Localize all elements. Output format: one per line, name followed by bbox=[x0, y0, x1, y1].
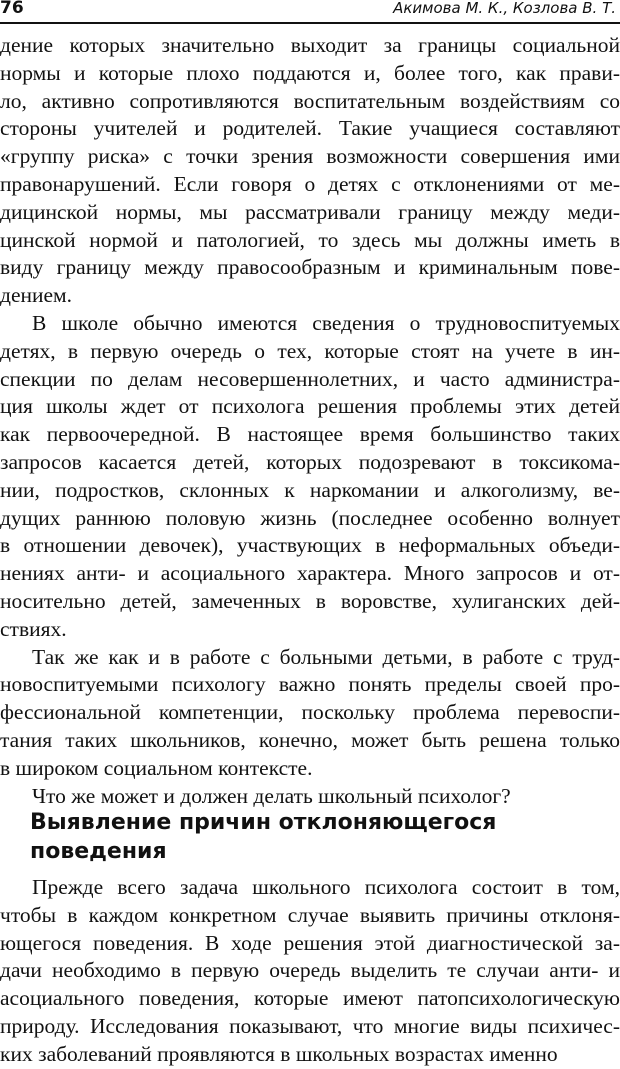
text-line: нормы и которые плохо поддаются и, более того, как прави- bbox=[0, 60, 620, 85]
text-line: спекции по делам несовершеннолетних, и часто администра- bbox=[0, 366, 620, 391]
paragraph bbox=[0, 783, 620, 811]
paragraph bbox=[0, 644, 620, 783]
text-line: Так же как и в работе с больными детьми, в работе с труд- bbox=[32, 644, 620, 669]
text-line: носительно детей, замеченных в воровстве, хулиганских дей- bbox=[0, 588, 620, 613]
paragraph bbox=[0, 874, 620, 1069]
text-line: природу. Исследования показывают, что многие виды психичес- bbox=[0, 1013, 620, 1038]
text-line: дущих раннюю половую жизнь (последнее особенно волнует bbox=[0, 505, 620, 530]
text-line: дачи необходимо в первую очередь выделить те случаи анти- и bbox=[0, 958, 620, 983]
text-line: Что же может и должен делать школьный психолог? bbox=[32, 783, 511, 808]
text-line: ствиях. bbox=[0, 616, 67, 641]
page-number: 76 bbox=[0, 0, 24, 18]
running-head: Акимова М. К., Козлова В. Т. bbox=[393, 0, 616, 17]
text-line: асоциального поведения, которые имеют патопсихологическую bbox=[0, 986, 620, 1011]
text-line: дицинской нормы, мы рассматривали границу между меди- bbox=[0, 199, 620, 224]
section-heading bbox=[30, 808, 590, 866]
paragraph bbox=[0, 32, 620, 310]
text-line: как первоочередной. В настоящее время большинство таких bbox=[0, 422, 620, 447]
text-line: в широком социальном контексте. bbox=[0, 755, 313, 780]
heading-line: Выявление причин отклоняющегося bbox=[30, 810, 497, 835]
body-text-bottom bbox=[0, 874, 620, 1069]
text-line: ция школы ждет от психолога решения проблемы этих детей bbox=[0, 394, 620, 419]
body-text-top bbox=[0, 32, 620, 810]
text-line: в отношении девочек), участвующих в неформальных объеди- bbox=[0, 533, 620, 558]
text-line: детях, в первую очередь о тех, которые стоят на учете в ин- bbox=[0, 338, 620, 363]
text-line: цинской нормой и патологией, то здесь мы должны иметь в bbox=[0, 227, 620, 252]
text-line: дением. bbox=[0, 283, 73, 308]
text-line: нениях анти- и асоциального характера. Много запросов и от- bbox=[0, 561, 620, 586]
text-line: стороны учителей и родителей. Такие учащиеся составляют bbox=[0, 116, 620, 141]
text-line: «группу риска» с точки зрения возможности совершения ими bbox=[0, 144, 620, 169]
text-line: ющегося поведения. В ходе решения этой диагностической за- bbox=[0, 930, 620, 955]
text-line: новоспитуемыми психологу важно понять пределы своей про- bbox=[0, 672, 620, 697]
text-line: виду границу между правосообразным и криминальным пове- bbox=[0, 255, 620, 280]
text-line: фессиональной компетенции, поскольку проблема перевоспи- bbox=[0, 700, 620, 725]
text-line: В школе обычно имеются сведения о трудновоспитуемых bbox=[32, 310, 620, 335]
text-line: ло, активно сопротивляются воспитательным воздействиям со bbox=[0, 88, 620, 113]
heading-line: поведения bbox=[30, 839, 167, 864]
text-line: Прежде всего задача школьного психолога состоит в том, bbox=[32, 875, 620, 899]
paragraph bbox=[0, 310, 620, 644]
text-line: дение которых значительно выходит за границы социальной bbox=[0, 33, 620, 57]
page-header bbox=[0, 0, 620, 24]
text-line: тания таких школьников, конечно, может быть решена только bbox=[0, 727, 620, 752]
text-line: нии, подростков, склонных к наркомании и алкоголизму, ве- bbox=[0, 477, 620, 502]
text-line: правонарушений. Если говоря о детях с отклонениями от ме- bbox=[0, 171, 620, 196]
text-line: запросов касается детей, которых подозревают в токсикома- bbox=[0, 449, 620, 474]
text-line: чтобы в каждом конкретном случае выявить причины отклоня- bbox=[0, 902, 620, 927]
text-line: ких заболеваний проявляются в школьных возрастах именно bbox=[0, 1041, 558, 1066]
